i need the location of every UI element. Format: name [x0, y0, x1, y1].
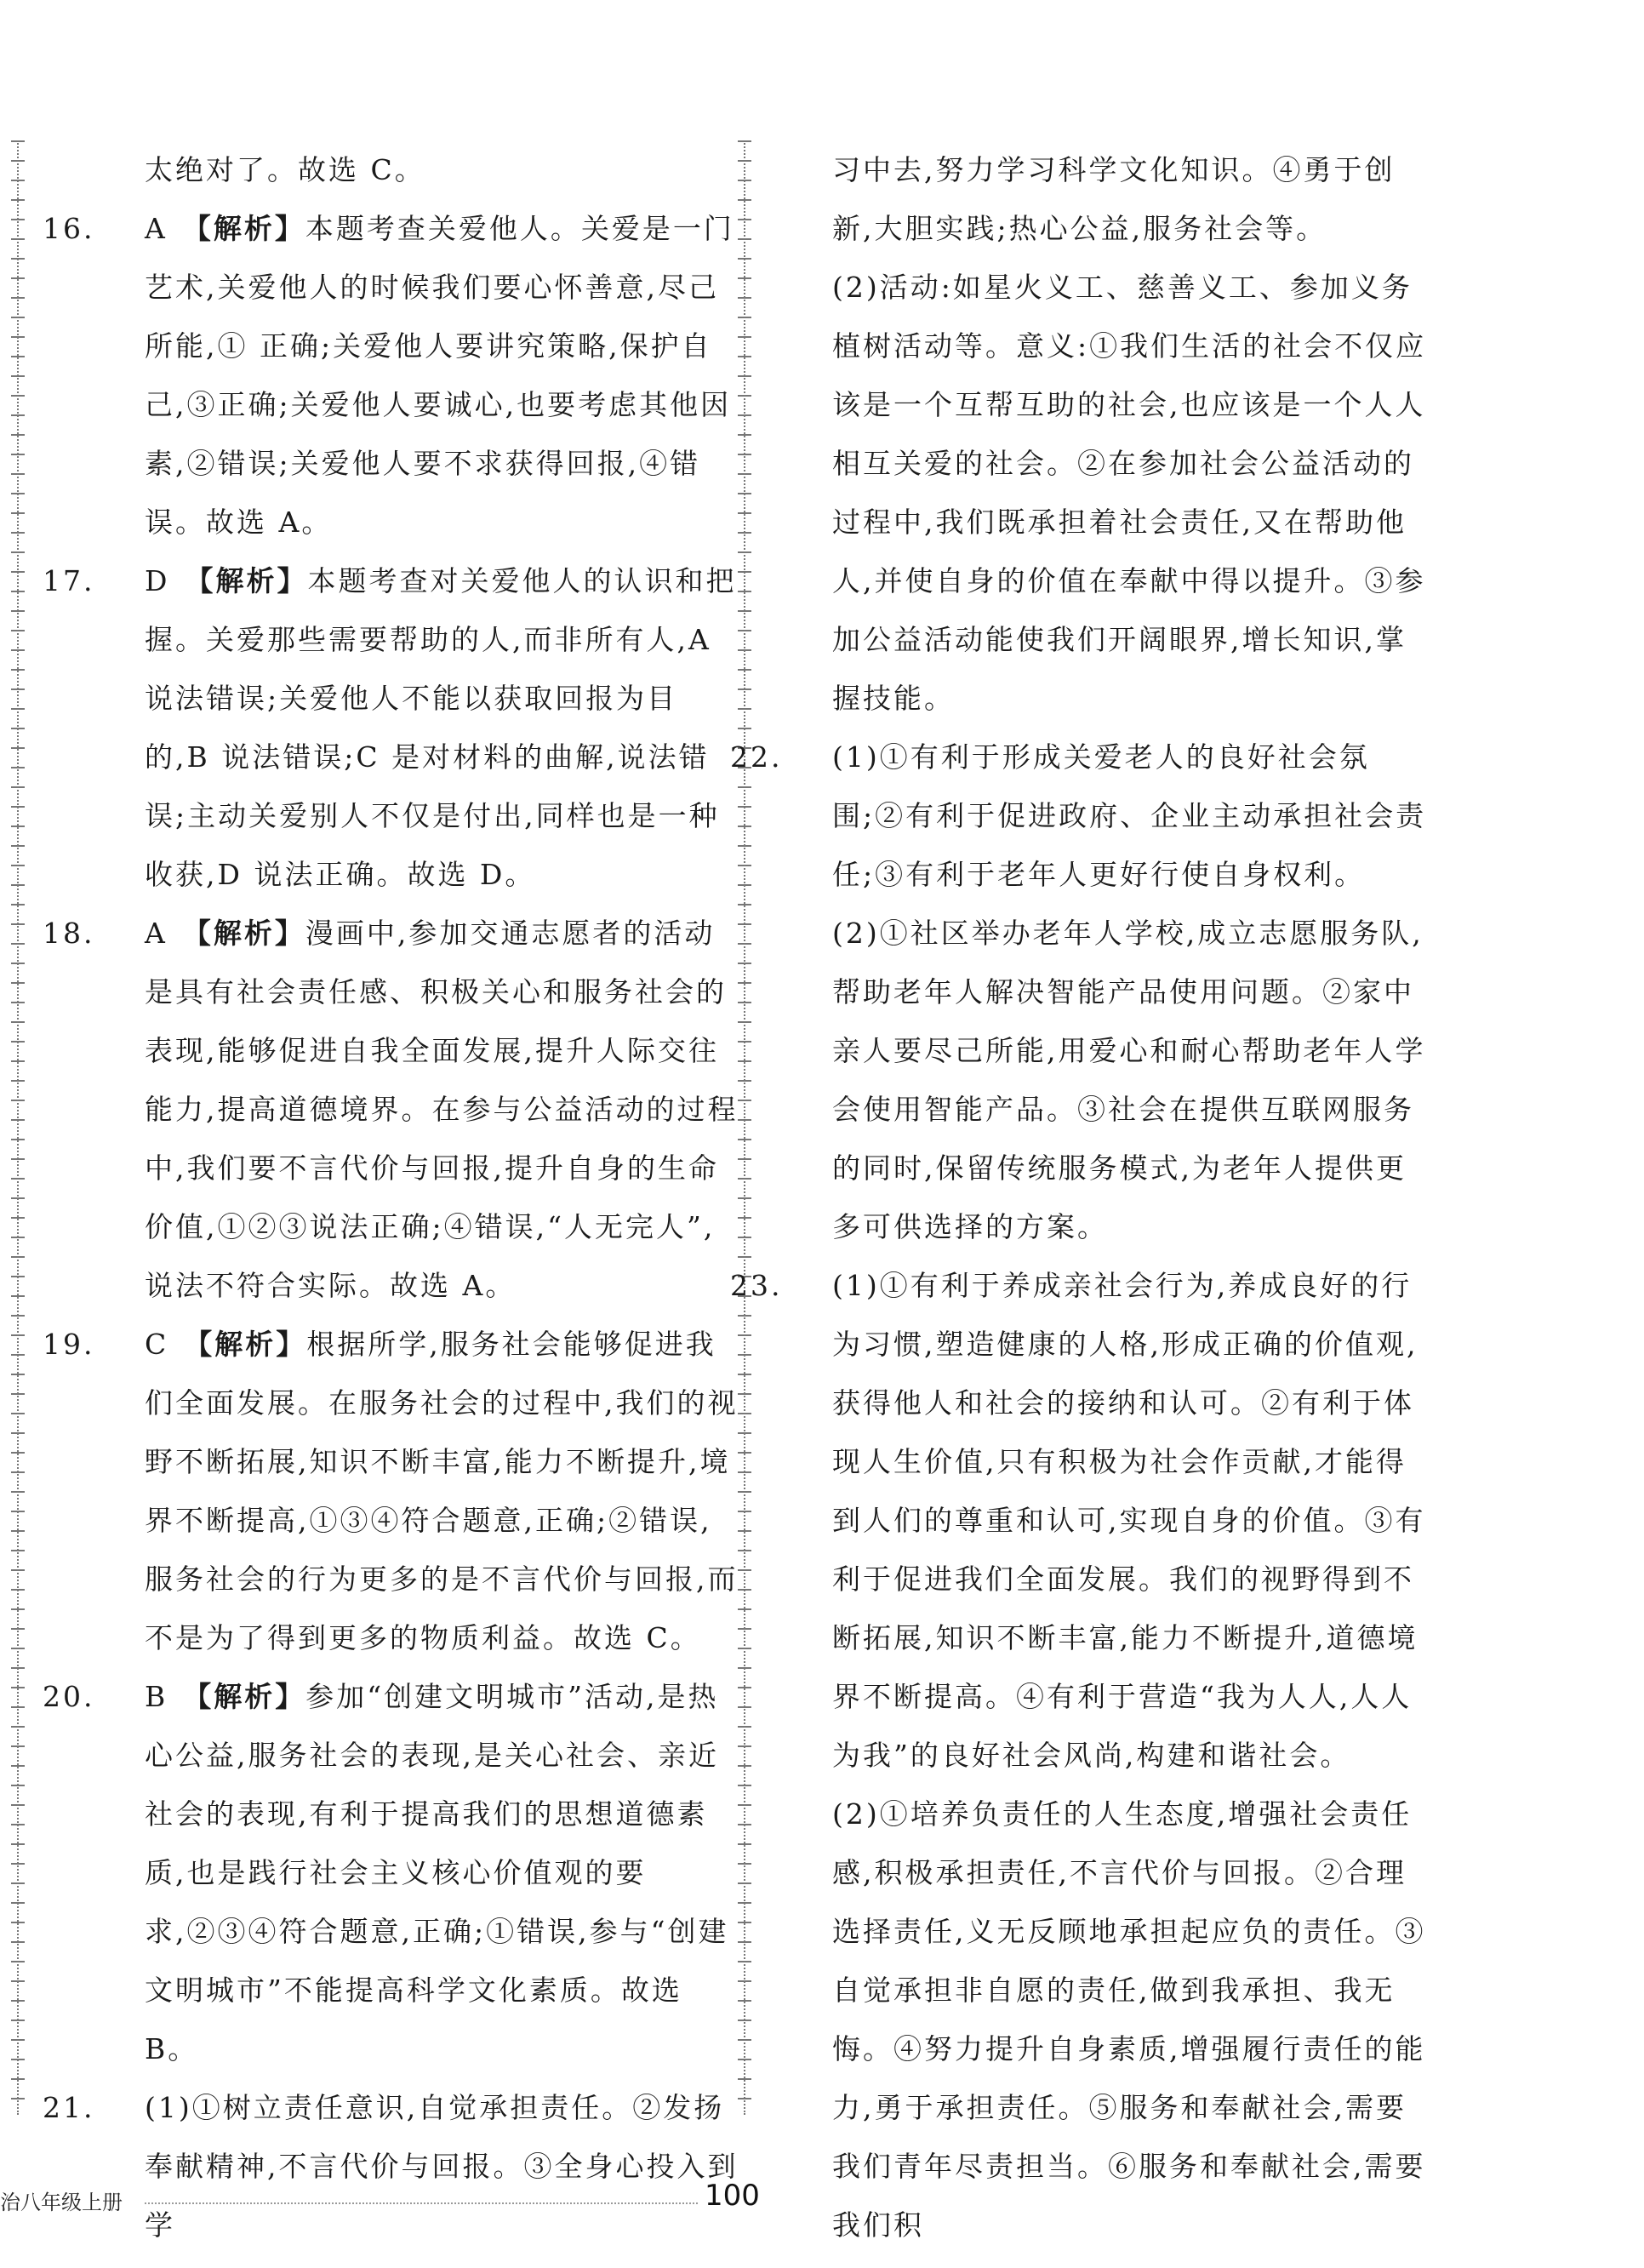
- answer-item: [43, 199, 740, 551]
- item-number: 19.: [43, 1328, 95, 1361]
- rule-tick: [11, 982, 25, 984]
- item-number: 22.: [730, 740, 783, 774]
- rule-tick: [11, 786, 25, 788]
- rule-tick: [11, 1315, 25, 1317]
- item-number: 16.: [43, 212, 95, 245]
- page-number: 100: [705, 2179, 760, 2213]
- rule-tick: [11, 845, 25, 847]
- rule-tick: [11, 336, 25, 338]
- rule-tick: [11, 395, 25, 397]
- rule-tick: [11, 1882, 25, 1884]
- rule-tick: [11, 1961, 25, 1962]
- item-text: 漫画中,参加交通志愿者的活动是具有社会责任感、积极关心和服务社会的表现,能够促进自我全面发展,提升人际交往能力,提高道德境界。在参与公益活动的过程中,我们要不言代价与回报,提升自身的生命价值,①②③说法正确;④错误,“人无完人”,说法不符合实际。故选 A。: [145, 917, 739, 1302]
- rule-tick: [11, 1589, 25, 1591]
- analysis-tag: 【解析】: [182, 917, 305, 950]
- rule-tick: [11, 1687, 25, 1688]
- item-number: 23.: [730, 1269, 783, 1302]
- rule-tick: [11, 1276, 25, 1277]
- rule-tick: [11, 943, 25, 945]
- analysis-tag: 【解析】: [185, 564, 308, 597]
- rule-tick: [11, 963, 25, 964]
- rule-tick: [11, 1726, 25, 1728]
- rule-tick: [11, 1158, 25, 1160]
- rule-tick: [11, 1139, 25, 1140]
- continuation-text: 习中去,努力学习科学文化知识。④勇于创新,大胆实践;热心公益,服务社会等。: [832, 153, 1396, 245]
- rule-tick: [11, 180, 25, 181]
- rule-tick: [11, 1980, 25, 1982]
- rule-tick: [11, 1902, 25, 1904]
- rule-tick: [11, 414, 25, 416]
- rule-tick: [11, 1765, 25, 1767]
- item-text: 参加“创建文明城市”活动,是热心公益,服务社会的表现,是关心社会、亲近社会的表现,有利于提高我们的思想道德素质,也是践行社会主义核心价值观的要求,②③④符合题意,正确;①错误,参与“创建文明城市”不能提高科学文化素质。故选 B。: [145, 1680, 729, 2065]
- rule-tick: [11, 1334, 25, 1336]
- answer-choice: B: [145, 1680, 168, 1713]
- rule-tick: [11, 1491, 25, 1493]
- rule-tick: [11, 923, 25, 925]
- rule-tick: [11, 1354, 25, 1356]
- rule-tick: [11, 884, 25, 886]
- answer-item: [43, 551, 740, 904]
- rule-tick: [11, 375, 25, 377]
- rule-tick: [11, 610, 25, 612]
- answer-choice: A: [145, 212, 168, 245]
- answer-item: [43, 904, 740, 1315]
- rule-tick: [11, 1178, 25, 1180]
- rule-tick: [11, 1374, 25, 1375]
- rule-tick: [11, 1080, 25, 1082]
- item-text: 本题考查关爱他人。关爱是一门艺术,关爱他人的时候我们要心怀善意,尽己所能,① 正确;关爱他人要讲究策略,保护自己,③正确;关爱他人要诚心,也要考虑其他因素,②错误;关爱他人要不求获得回报,④错误。故选 A。: [145, 212, 734, 539]
- item-number: 18.: [43, 917, 95, 950]
- rule-tick: [11, 219, 25, 220]
- rule-tick: [11, 277, 25, 279]
- rule-tick: [11, 1667, 25, 1669]
- item-number: 20.: [43, 1680, 95, 1713]
- rule-tick: [11, 199, 25, 201]
- item-text: (1)①有利于养成亲社会行为,养成良好的行为习惯,塑造健康的人格,形成正确的价值观,获得他人和社会的接纳和认可。②有利于体现人生价值,只有积极为社会作贡献,才能得到人们的尊重和认可,实现自身的价值。③有利于促进我们全面发展。我们的视野得到不断拓展,知识不断丰富,能力不断提升,道德境界不断提高。④有利于营造“我为人人,人人为我”的良好社会风尚,构建和谐社会。: [832, 1269, 1426, 1772]
- rule-tick: [11, 1452, 25, 1454]
- rule-tick: [11, 630, 25, 631]
- rule-tick: [11, 1745, 25, 1747]
- rule-tick: [11, 1843, 25, 1845]
- rule-tick: [11, 1804, 25, 1806]
- rule-tick: [11, 1648, 25, 1649]
- rule-tick: [11, 688, 25, 690]
- item-text: 根据所学,服务社会能够促进我们全面发展。在服务社会的过程中,我们的视野不断拓展,知识不断丰富,能力不断提升,境界不断提高,①③④符合题意,正确;②错误,服务社会的行为更多的是不言代价与回报,而不是为了得到更多的物质利益。故选 C。: [145, 1328, 739, 1654]
- rule-tick: [11, 1511, 25, 1512]
- rule-tick: [11, 2019, 25, 2021]
- rule-tick: [11, 2098, 25, 2099]
- rule-tick: [11, 1413, 25, 1414]
- rule-tick: [11, 1863, 25, 1865]
- rule-tick: [11, 1922, 25, 1923]
- rule-tick: [11, 1119, 25, 1121]
- rule-tick: [11, 317, 25, 318]
- continuation-text: (2)①社区举办老年人学校,成立志愿服务队,帮助老年人解决智能产品使用问题。②家中亲人要尽己所能,用爱心和耐心帮助老年人学会使用智能产品。③社会在提供互联网服务的同时,保留传统服务模式,为老年人提供更多可供选择的方案。: [832, 917, 1426, 1243]
- rule-tick: [11, 512, 25, 514]
- rule-tick: [11, 591, 25, 592]
- item-number: 21.: [43, 2091, 95, 2124]
- answer-item: [730, 1256, 1428, 1785]
- item-text: (1)①树立责任意识,自觉承担责任。②发扬奉献精神,不言代价与回报。③全身心投入到学: [145, 2091, 739, 2242]
- answer-choice: A: [145, 917, 168, 950]
- rule-tick: [11, 1628, 25, 1630]
- rule-tick: [11, 2039, 25, 2041]
- rule-tick: [11, 1060, 25, 1062]
- rule-tick: [11, 473, 25, 475]
- rule-tick: [11, 1237, 25, 1238]
- rule-tick: [11, 2000, 25, 2002]
- rule-tick: [11, 1021, 25, 1023]
- rule-tick: [11, 434, 25, 436]
- item-text: (1)①有利于形成关爱老人的良好社会氛围;②有利于促进政府、企业主动承担社会责任;③有利于老年人更好行使自身权利。: [832, 740, 1427, 891]
- rule-tick: [11, 1530, 25, 1532]
- rule-tick: [11, 1041, 25, 1043]
- analysis-tag: 【解析】: [183, 1680, 306, 1713]
- rule-tick: [11, 140, 25, 142]
- rule-tick: [11, 551, 25, 553]
- rule-tick: [11, 493, 25, 494]
- answer-item: [43, 1315, 740, 1667]
- rule-tick: [11, 1295, 25, 1297]
- rule-tick: [11, 767, 25, 768]
- page-footer: [0, 2179, 1644, 2221]
- rule-tick: [11, 1550, 25, 1551]
- item-text: 本题考查对关爱他人的认识和把握。关爱那些需要帮助的人,而非所有人,A 说法错误;关爱他人不能以获取回报为目的,B 说法错误;C 是对材料的曲解,说法错误;主动关爱别人不仅是付出,同样也是一种收获,D 说法正确。故选 D。: [145, 564, 737, 891]
- footer-leader-dots: [145, 2202, 698, 2204]
- analysis-tag: 【解析】: [184, 1328, 307, 1361]
- rule-tick: [11, 1785, 25, 1786]
- continuation-text: (2)①培养负责任的人生态度,增强社会责任感,积极承担责任,不言代价与回报。②合理选择责任,义无反顾地承担起应负的责任。③自觉承担非自愿的责任,做到我承担、我无悔。④努力提升自身素质,增强履行责任的能力,勇于承担责任。⑤服务和奉献社会,需要我们青年尽责担当。⑥服务和奉献社会,需要我们积: [832, 1797, 1426, 2242]
- left-margin-rule: [17, 140, 19, 2115]
- rule-tick: [11, 1608, 25, 1610]
- rule-tick: [11, 2078, 25, 2080]
- rule-tick: [11, 1197, 25, 1199]
- rule-tick: [11, 904, 25, 905]
- answer-choice: C: [145, 1328, 169, 1361]
- rule-tick: [11, 238, 25, 240]
- rule-tick: [11, 806, 25, 808]
- analysis-tag: 【解析】: [182, 212, 305, 245]
- rule-tick: [11, 1393, 25, 1395]
- rule-tick: [11, 649, 25, 651]
- rule-tick: [11, 1569, 25, 1571]
- answer-choice: D: [145, 564, 170, 597]
- rule-tick: [11, 2059, 25, 2060]
- book-title: 治八年级上册: [0, 2191, 123, 2214]
- rule-tick: [11, 826, 25, 827]
- rule-tick: [11, 1256, 25, 1258]
- rule-tick: [11, 1100, 25, 1101]
- continuation-text: 太绝对了。故选 C。: [145, 153, 425, 186]
- rule-tick: [11, 258, 25, 260]
- rule-tick: [11, 532, 25, 534]
- rule-tick: [11, 708, 25, 710]
- answer-item: [43, 1667, 740, 2078]
- rule-tick: [11, 297, 25, 299]
- rule-tick: [11, 571, 25, 573]
- rule-tick: [11, 1706, 25, 1708]
- rule-tick: [11, 747, 25, 749]
- rule-tick: [11, 1471, 25, 1473]
- rule-tick: [11, 1941, 25, 1943]
- answer-item: [730, 728, 1428, 904]
- rule-tick: [11, 1824, 25, 1825]
- rule-tick: [11, 454, 25, 455]
- rule-tick: [11, 1432, 25, 1434]
- rule-tick: [11, 669, 25, 671]
- rule-tick: [11, 865, 25, 866]
- rule-tick: [11, 728, 25, 729]
- continuation-text: (2)活动:如星火义工、慈善义工、参加义务植树活动等。意义:①我们生活的社会不仅应该是一个互帮互助的社会,也应该是一个人人相互关爱的社会。②在参加社会公益活动的过程中,我们既承担着社会责任,又在帮助他人,并使自身的价值在奉献中得以提升。③参加公益活动能使我们开阔眼界,增长知识,掌握技能。: [832, 271, 1427, 715]
- center-divider-rule: [744, 140, 745, 2115]
- rule-tick: [11, 1002, 25, 1003]
- rule-tick: [11, 160, 25, 162]
- rule-tick: [11, 356, 25, 357]
- item-number: 17.: [43, 564, 95, 597]
- rule-tick: [11, 1217, 25, 1219]
